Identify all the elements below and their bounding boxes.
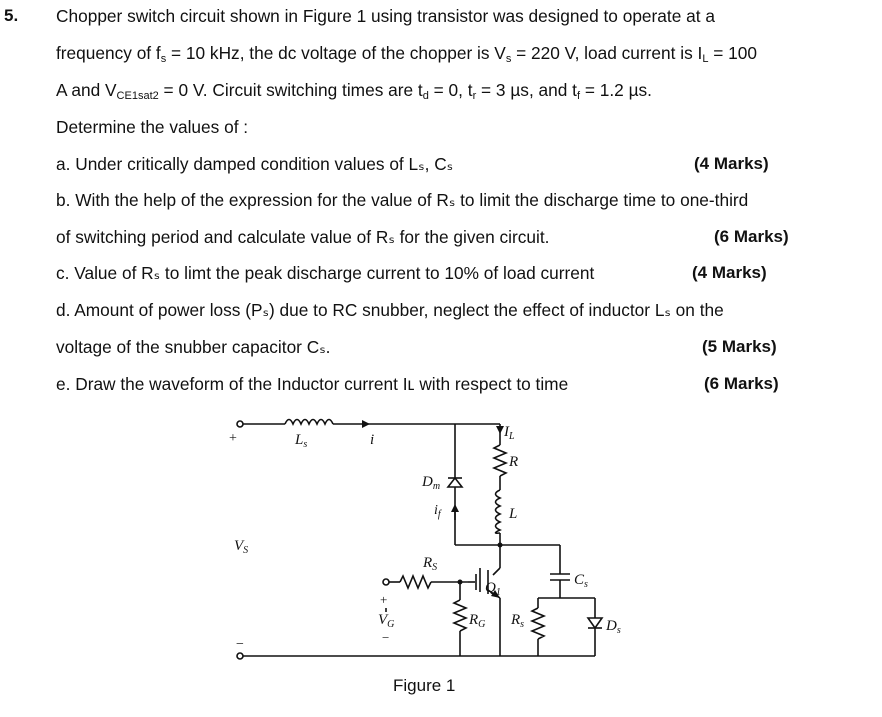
part-c-marks: (4 Marks): [692, 263, 767, 282]
intro-text: = 0, t: [428, 80, 473, 100]
i-label: i: [370, 432, 375, 448]
intro-text: A and V: [56, 80, 117, 100]
ls-label: $L_s$: [295, 432, 308, 450]
determine-text: Determine the values of :: [56, 117, 249, 137]
part-d-text-2: voltage of the snubber capacitor Cₛ.: [56, 337, 331, 357]
part-c-text: c. Value of Rₛ to limt the peak discharge current to 10% of load current: [56, 263, 595, 283]
figure-caption: Figure 1: [393, 676, 456, 695]
circuit-wires: [237, 420, 602, 660]
intro-text: = 1.2 µs.: [580, 80, 652, 100]
subscript: s: [160, 53, 167, 65]
dm-label: $D_m$: [422, 474, 441, 492]
ds-label: $D_s$: [606, 618, 621, 636]
vg-minus-label: −: [382, 630, 390, 645]
part-e-marks: (6 Marks): [704, 374, 779, 393]
intro-text: = 0 V. Circuit switching times are t: [158, 80, 423, 100]
il-label: $I_L$: [504, 424, 515, 442]
intro-text: = 100: [708, 43, 757, 63]
vs-label: $V_S$: [234, 538, 249, 556]
intro-text: = 220 V, load current is I: [511, 43, 703, 63]
part-b-text-1: b. With the help of the expression for the value of Rₛ to limit the discharge time to one-third: [56, 190, 749, 210]
subscript: f: [576, 90, 581, 102]
r-label: R: [509, 454, 519, 470]
intro-text: = 10 kHz, the dc voltage of the chopper is V: [166, 43, 506, 63]
subscript: CE1sat2: [116, 90, 159, 102]
load-inductor-l: [496, 490, 501, 533]
part-d-marks: (5 Marks): [702, 337, 777, 356]
rg-label: $R_G$: [469, 612, 486, 630]
part-a-text: a. Under critically damped condition values of Lₛ, Cₛ: [56, 154, 454, 174]
load-resistor-r: [494, 445, 506, 490]
question-number: 5.: [4, 6, 19, 25]
rs-top-label: $R_S$: [423, 555, 438, 573]
subscript: d: [422, 90, 429, 102]
part-a-marks: (4 Marks): [694, 154, 769, 173]
vs-minus-label: −: [236, 637, 244, 652]
subscript: s: [505, 53, 512, 65]
vg-plus-label: +: [380, 592, 388, 607]
intro-text: frequency of f: [56, 43, 161, 63]
part-d-text-1: d. Amount of power loss (Pₛ) due to RC snubber, neglect the effect of inductor Lₛ on the: [56, 300, 724, 320]
vs-plus-label: +: [229, 431, 237, 446]
part-b-marks: (6 Marks): [714, 227, 789, 246]
il-arrow: [496, 426, 504, 434]
part-e-text: e. Draw the waveform of the Inductor current Iʟ with respect to time: [56, 374, 569, 394]
intro-text: Chopper switch circuit shown in Figure 1 using transistor was designed to operate at a: [56, 6, 715, 26]
l-label: L: [509, 506, 518, 522]
intro-text: = 3 µs, and t: [476, 80, 577, 100]
subscript: r: [472, 90, 477, 102]
q1-label: $Q_1$: [485, 580, 501, 598]
part-b-text-2: of switching period and calculate value of Rₛ for the given circuit.: [56, 227, 550, 247]
vg-label: $V_G$: [378, 612, 395, 630]
subscript: L: [702, 53, 709, 65]
if-label: $i_f$: [434, 503, 441, 520]
cs-label: $C_s$: [574, 572, 588, 590]
rs-label: $R_s$: [511, 612, 525, 630]
